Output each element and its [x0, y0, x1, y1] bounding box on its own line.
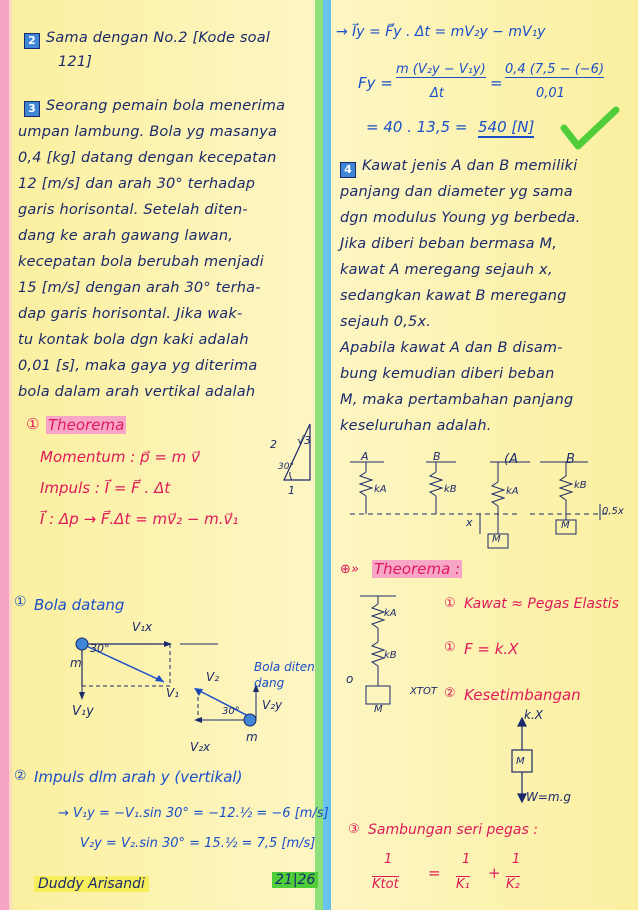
- spring-half-x: 0,5x: [602, 506, 624, 517]
- triangle-hyp-label: 2: [270, 438, 277, 451]
- page-number: 21|26: [272, 872, 318, 888]
- question-3-line: garis horisontal. Setelah diten-: [18, 202, 248, 218]
- momentum-formula: Momentum : p⃗ = m v⃗: [40, 448, 200, 466]
- bola-ditendang-angle: 30°: [222, 706, 240, 717]
- springs-diagram: [340, 452, 630, 552]
- bola-ditendang-label-1: Bola diten: [254, 660, 315, 674]
- bola-datang-label: Bola datang: [34, 596, 125, 614]
- question-3-line: 0,01 [s], maka gaya yg diterima: [18, 358, 258, 374]
- question-4-line: kawat A meregang sejauh x,: [340, 262, 553, 278]
- v2y-equation: V₂y = V₂.sin 30° = 15.½ = 7,5 [m/s]: [80, 836, 316, 851]
- question-4-line: keseluruhan adalah.: [340, 418, 492, 434]
- spring-kB: kB: [444, 484, 457, 495]
- bola-datang-marker: ①: [14, 594, 27, 610]
- question-3-badge: 3: [24, 101, 40, 117]
- theorem-label: Theorema: [48, 416, 125, 434]
- question-3-line: kecepatan bola berubah menjadi: [18, 254, 264, 270]
- spring-kA-series: kA: [506, 486, 519, 497]
- formula-lhs-num: 1: [384, 852, 393, 867]
- question-4-line: Kawat jenis A dan B memiliki: [362, 158, 578, 174]
- question-3-line: 15 [m/s] dengan arah 30° terha-: [18, 280, 261, 296]
- spring-mass-2: M: [561, 520, 570, 531]
- t1-text: Kawat ≈ Pegas Elastis: [464, 596, 619, 612]
- question-4-line: panjang dan diameter yg sama: [340, 184, 573, 200]
- spring-label-B: B: [433, 450, 441, 463]
- question-3-line: dang ke arah gawang lawan,: [18, 228, 234, 244]
- theorem-right-label: Theorema :: [374, 560, 461, 578]
- triangle-side-label: √3: [297, 434, 312, 447]
- v2x-label: V₂x: [190, 740, 211, 754]
- question-3-line: 0,4 [kg] datang dengan kecepatan: [18, 150, 277, 166]
- question-2-line-2: 121]: [58, 54, 93, 70]
- t4-marker: ③: [348, 822, 360, 837]
- pink-margin-stripe: [0, 0, 9, 910]
- triangle-diagram: [280, 418, 320, 498]
- v1-label: V₁: [166, 686, 180, 700]
- t2-text: F = k.X: [464, 640, 519, 658]
- blue-divider-stripe: [323, 0, 331, 910]
- t2-marker: ①: [444, 640, 456, 655]
- question-4-badge: 4: [340, 162, 356, 178]
- t4-text: Sambungan seri pegas :: [368, 822, 538, 838]
- spring-label-A-paren: (A: [504, 452, 518, 467]
- balance-up-force: k.X: [524, 708, 543, 722]
- theorem-right-marker: ⊕»: [340, 562, 359, 577]
- bola-datang-angle: 30°: [90, 642, 110, 655]
- author-name: Duddy Arisandi: [34, 876, 149, 892]
- question-4-line: Jika diberi beban bermasa M,: [340, 236, 558, 252]
- question-4-line: M, maka pertambahan panjang: [340, 392, 574, 408]
- series-kB: kB: [384, 650, 397, 661]
- theorem-marker: ①: [26, 415, 40, 433]
- formula-r2-num: 1: [512, 852, 521, 867]
- force-y-lhs: Fy =: [358, 74, 393, 92]
- formula-plus: +: [488, 864, 501, 882]
- v2-label: V₂: [206, 670, 220, 684]
- question-3-line: bola dalam arah vertikal adalah: [18, 384, 256, 400]
- spring-mass-1: M: [492, 534, 501, 545]
- formula-lhs-den: Ktot: [372, 877, 399, 892]
- question-3-line: dap garis horisontal. Jika wak-: [18, 306, 243, 322]
- question-4-line: sejauh 0,5x.: [340, 314, 432, 330]
- checkmark-icon: [560, 106, 620, 156]
- v1x-label: V₁x: [132, 620, 153, 634]
- impuls-momentum-relation: I⃗ : Δp → F⃗.Δt = mv⃗₂ − m.v⃗₁: [40, 510, 239, 528]
- impuls-y-equation: → I⃗y = F⃗y . Δt = mV₂y − mV₁y: [336, 24, 546, 40]
- question-3-line: tu kontak bola dgn kaki adalah: [18, 332, 249, 348]
- series-mass: M: [374, 704, 383, 715]
- question-4-line: dgn modulus Young yg berbeda.: [340, 210, 581, 226]
- v1y-label: V₁y: [72, 704, 94, 719]
- balance-mass: M: [516, 756, 525, 767]
- formula-r2-den: K₂: [506, 877, 520, 892]
- formula-r1-den: K₁: [456, 877, 470, 892]
- question-3-line: 12 [m/s] dan arah 30° terhadap: [18, 176, 256, 192]
- formula-equals: =: [428, 864, 441, 882]
- spring-x: x: [466, 516, 473, 529]
- force-y-denominator-2: 0,01: [536, 86, 565, 101]
- force-y-numerator: m (V₂y − V₁y): [396, 62, 486, 77]
- series-xtot: XTOT: [410, 686, 437, 697]
- v1y-equation: → V₁y = −V₁.sin 30° = −12.½ = −6 [m/s]: [58, 806, 329, 821]
- t1-marker: ①: [444, 596, 456, 611]
- question-2-line-1: Sama dengan No.2 [Kode soal: [46, 30, 271, 46]
- spring-kB-series: kB: [574, 480, 587, 491]
- balance-weight: W=m.g: [526, 790, 572, 804]
- t3-marker: ②: [444, 686, 456, 701]
- bola-datang-mass: m: [70, 656, 82, 670]
- series-origin: o: [346, 672, 354, 686]
- question-2-badge: 2: [24, 33, 40, 49]
- spring-kA: kA: [374, 484, 387, 495]
- question-3-line: umpan lambung. Bola yg masanya: [18, 124, 278, 140]
- impuls-y-marker: ②: [14, 768, 27, 784]
- force-y-denominator: Δt: [430, 86, 444, 101]
- force-y-numerator-2: 0,4 (7,5 − (−6): [505, 62, 605, 77]
- force-y-result-line: = 40 . 13,5 =: [366, 118, 468, 136]
- question-4-line: sedangkan kawat B meregang: [340, 288, 567, 304]
- question-3-line: Seorang pemain bola menerima: [46, 98, 286, 114]
- t3-text: Kesetimbangan: [464, 686, 581, 704]
- answer-540N: 540 [N]: [478, 118, 535, 136]
- bola-ditendang-label-2: dang: [254, 676, 285, 690]
- impuls-y-label: Impuls dlm arah y (vertikal): [34, 768, 243, 786]
- spring-label-A: A: [361, 450, 369, 463]
- series-kA: kA: [384, 608, 397, 619]
- bola-ditendang-mass: m: [246, 730, 258, 744]
- triangle-angle-label: 30°: [278, 462, 294, 472]
- force-y-equals: =: [490, 74, 503, 92]
- formula-r1-num: 1: [462, 852, 471, 867]
- triangle-base-label: 1: [288, 484, 295, 497]
- question-4-line: bung kemudian diberi beban: [340, 366, 555, 382]
- impuls-formula: Impuls : I⃗ = F⃗ . Δt: [40, 479, 171, 497]
- spring-label-B-2: B: [566, 452, 575, 467]
- question-4-line: Apabila kawat A dan B disam-: [340, 340, 563, 356]
- v2y-label: V₂y: [262, 698, 283, 712]
